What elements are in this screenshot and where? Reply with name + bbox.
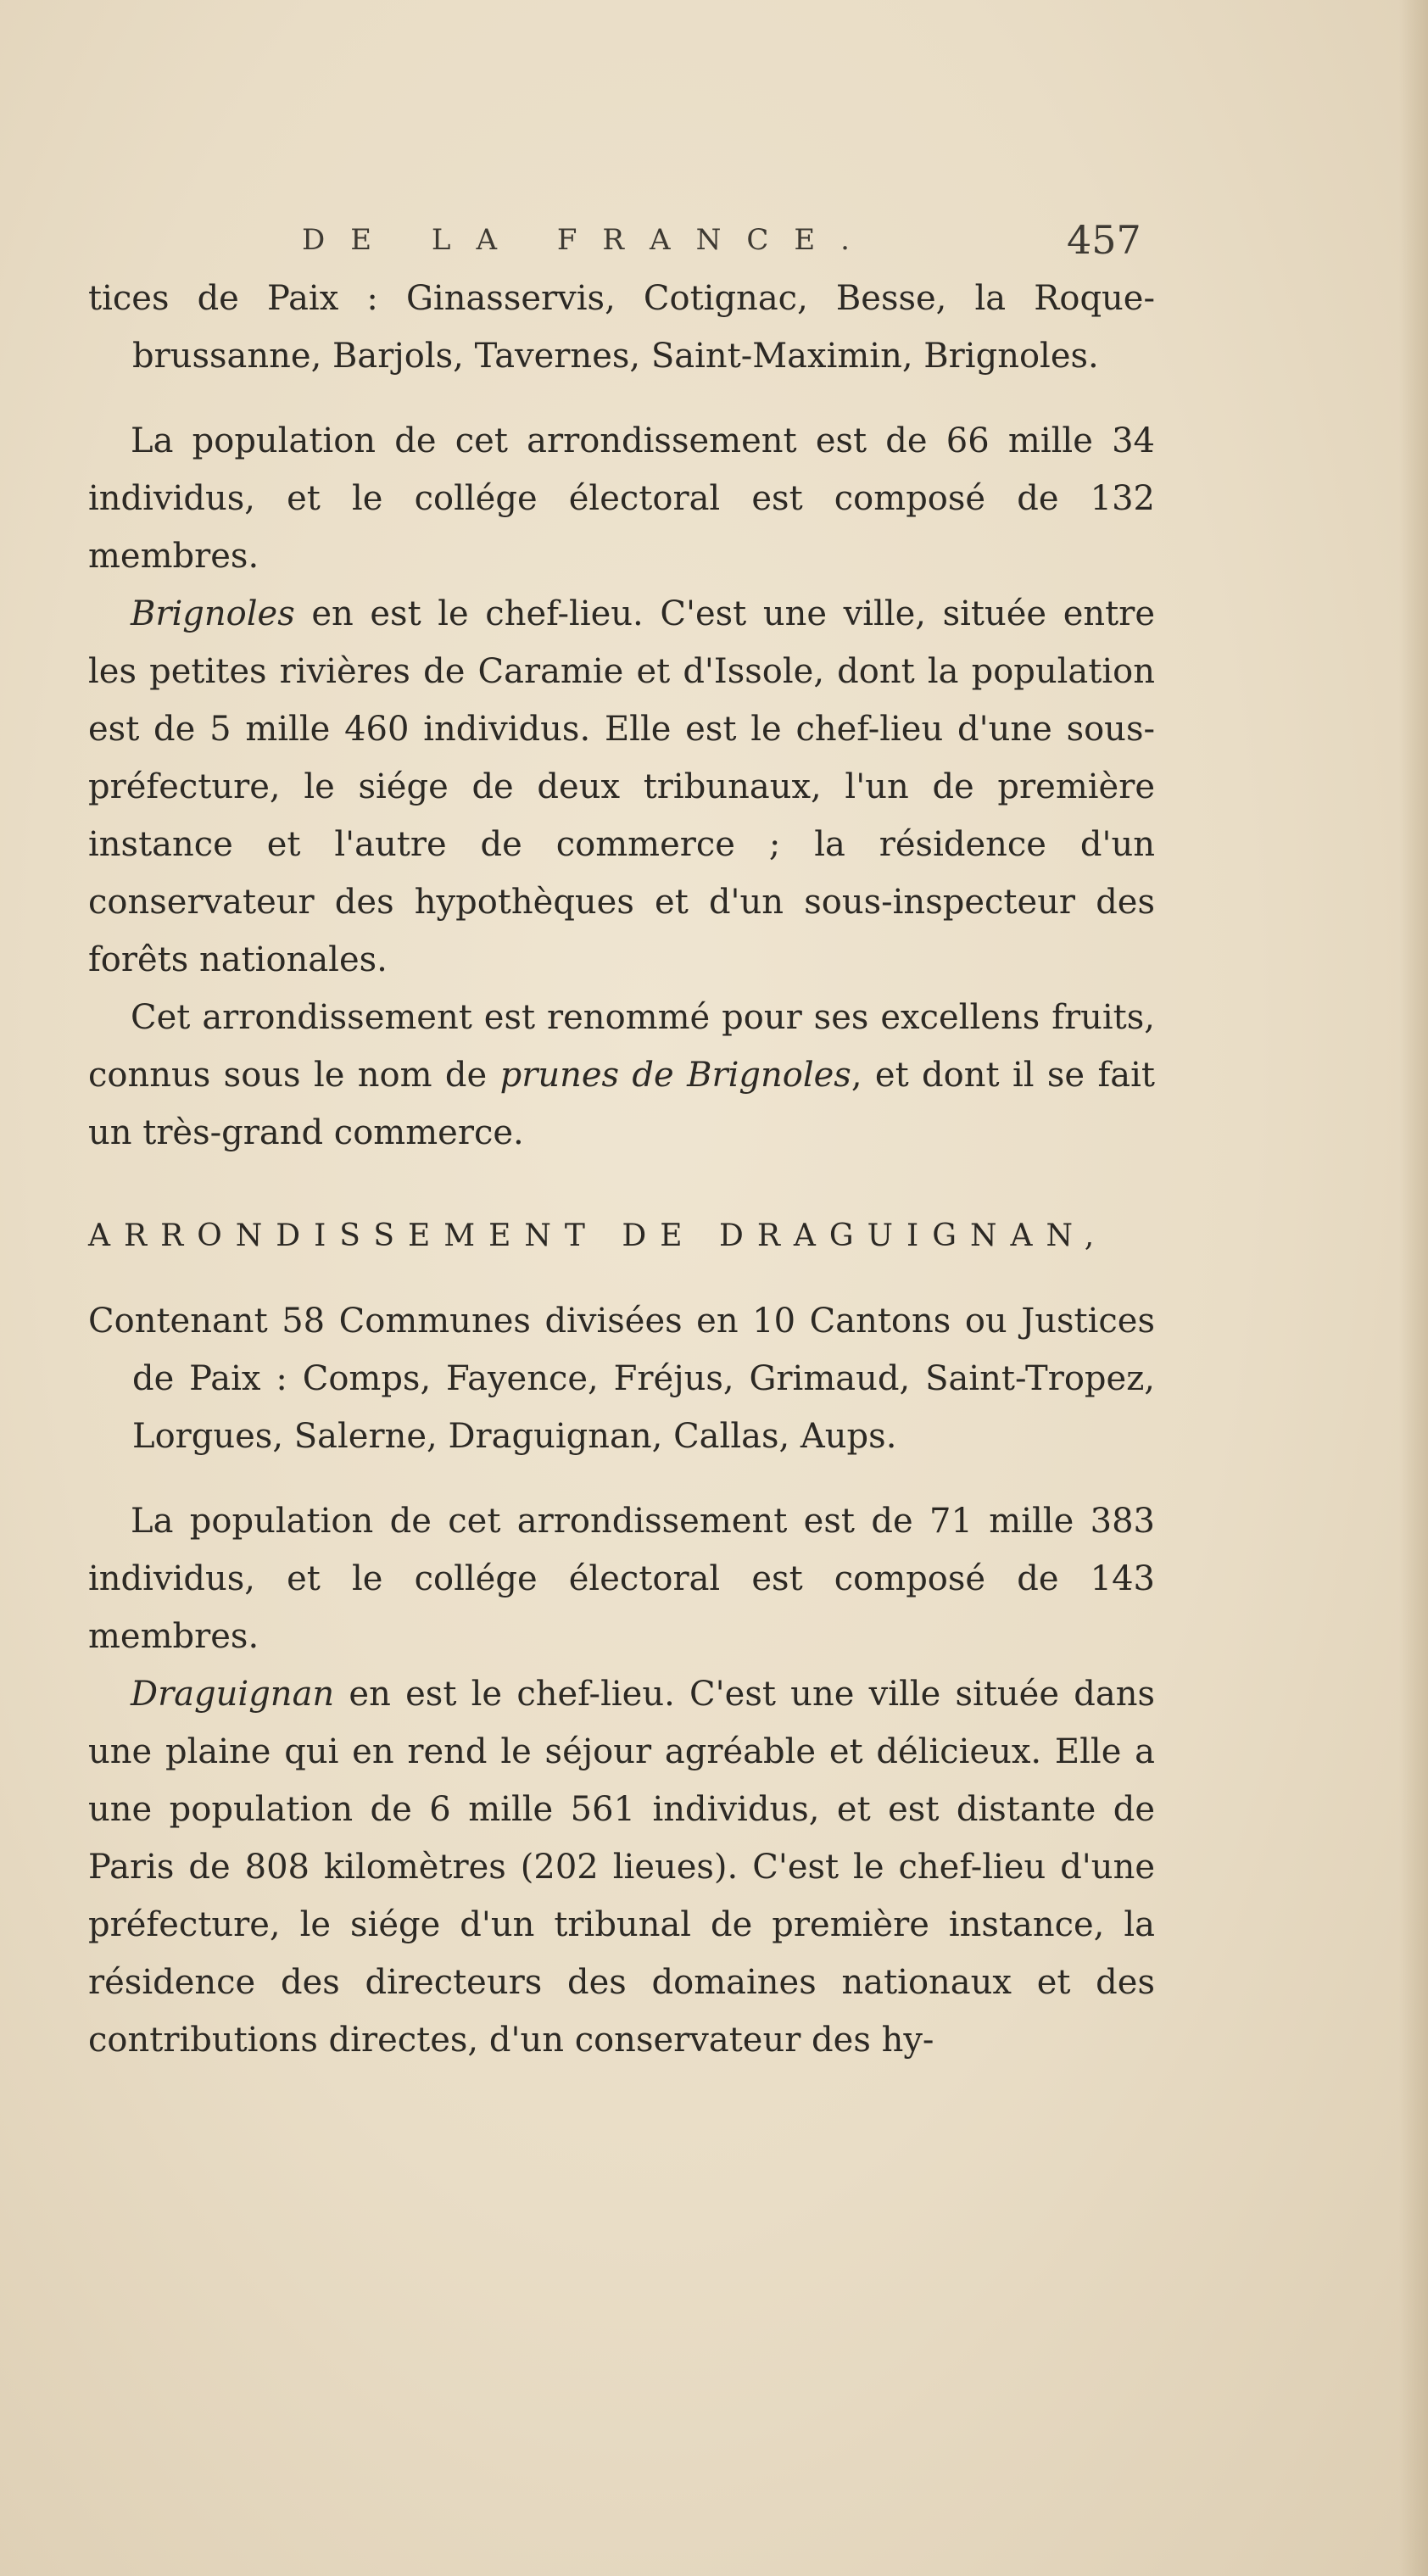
page-spine-shadow — [1399, 0, 1428, 2576]
paragraph-cantons-brignoles: tices de Paix : Ginasservis, Cotignac, Besse, la Roque-brussanne, Barjols, Tavernes, Saint-Maximin, Brignoles. — [88, 279, 1155, 376]
prunes-de-brignoles: prunes de Brignoles — [499, 1056, 851, 1095]
paragraph-chef-lieu-brignoles — [88, 585, 1155, 989]
page-number: 457 — [1067, 217, 1141, 263]
paragraph-chef-lieu-draguignan — [88, 1665, 1155, 2069]
paragraph-text: , et dont il se fait un très-grand commerce. — [88, 1056, 1155, 1152]
paragraph-cantons-draguignan: Contenant 58 Communes divisées en 10 Cantons ou Justices de Paix : Comps, Fayence, Fréjus, Grimaud, Saint-Tropez, Lorgues, Salerne, Draguignan, Callas, Aups. — [88, 1302, 1155, 1456]
running-head — [0, 210, 1428, 270]
paragraph-population-brignoles: La population de cet arrondissement est de 66 mille 34 individus, et le collége électoral est composé de 132 membres. — [88, 421, 1155, 576]
section-heading-draguignan: ARRONDISSEMENT DE DRAGUIGNAN, — [88, 1218, 1108, 1253]
paragraph-population-draguignan: La population de cet arrondissement est de 71 mille 383 individus, et le collége électoral est composé de 143 membres. — [88, 1502, 1155, 1656]
paragraph-text: en est le chef-lieu. C'est une ville située dans une plaine qui en rend le séjour agréable et délicieux. Elle a une population de 6 mille 561 individus, et est distante de Paris de 808 kilomètres (202 lieues). C'est le chef-lieu d'une préfecture, le siége d'un tribunal de première instance, la résidence des directeurs des domaines nationaux et des contributions directes, d'un conservateur des hy- — [88, 1675, 1155, 2060]
place-name-draguignan: Draguignan — [131, 1675, 335, 1714]
page-body — [88, 270, 1155, 2069]
paragraph-text: Cet arrondissement est renommé pour ses excellens fruits, connus sous le nom de — [88, 998, 1155, 1095]
paragraph-text: en est le chef-lieu. C'est une ville, située entre les petites rivières de Caramie et d'Issole, dont la population est de 5 mille 460 individus. Elle est le chef-lieu d'une sous-préfecture, le siége de deux tribunaux, l'un de première instance et l'autre de commerce ; la résidence d'un conservateur des hypothèques et d'un sous-inspecteur des forêts nationales. — [88, 594, 1155, 979]
paragraph-fruits — [88, 989, 1155, 1162]
running-head-title: DE LA FRANCE. — [302, 223, 875, 257]
place-name-brignoles: Brignoles — [131, 594, 295, 633]
